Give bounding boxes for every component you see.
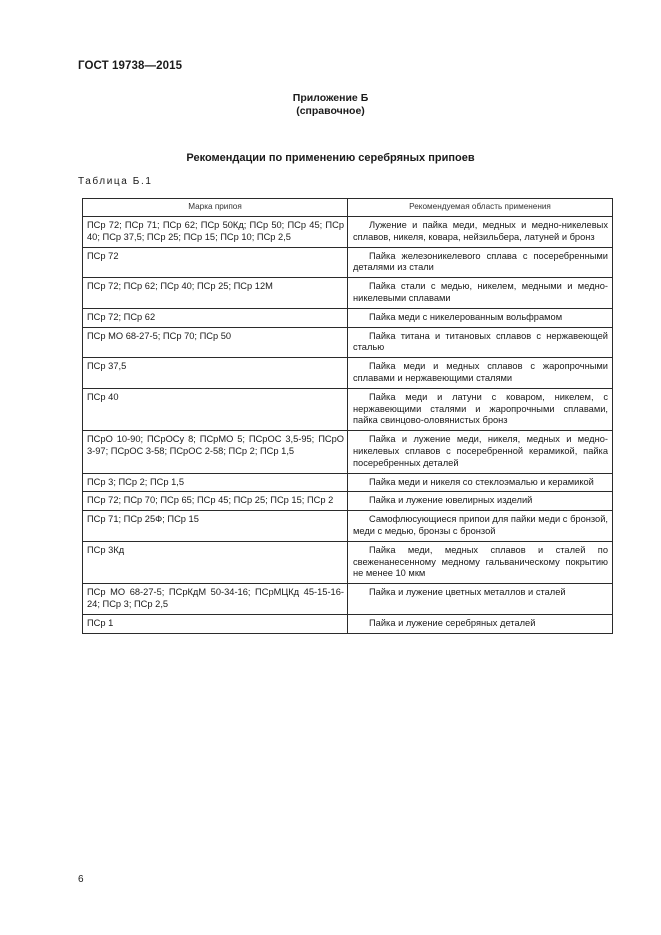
column-header-application: Рекомендуемая область применения <box>348 199 613 217</box>
cell-application: Пайка железоникелевого сплава с посеребренными деталями из стали <box>348 247 613 278</box>
cell-brand: ПСр 1 <box>83 614 348 633</box>
cell-brand: ПСрО 10-90; ПСрОСу 8; ПСрМО 5; ПСрОС 3,5-95; ПСрО 3-97; ПСрОС 3-58; ПСрОС 2-58; ПСр 2; ПСр 1,5 <box>83 431 348 473</box>
cell-application: Пайка титана и титановых сплавов с нержавеющей сталью <box>348 327 613 358</box>
cell-brand: ПСр 37,5 <box>83 358 348 389</box>
page-number: 6 <box>78 874 84 885</box>
table-row <box>83 614 613 633</box>
cell-brand: ПСр 72; ПСр 62 <box>83 308 348 327</box>
cell-application: Лужение и пайка меди, медных и медно-никелевых сплавов, никеля, ковара, нейзильбера, латуней и бронз <box>348 217 613 248</box>
table-row <box>83 327 613 358</box>
table-row <box>83 541 613 583</box>
cell-brand: ПСр 72; ПСр 71; ПСр 62; ПСр 50Кд; ПСр 50; ПСр 45; ПСр 40; ПСр 37,5; ПСр 25; ПСр 15; ПСр 10; ПСр 2,5 <box>83 217 348 248</box>
table-row <box>83 278 613 309</box>
section-title: Рекомендации по применению серебряных припоев <box>186 152 475 164</box>
cell-application: Пайка меди с никелерованным вольфрамом <box>348 308 613 327</box>
cell-application: Пайка стали с медью, никелем, медными и медно-никелевыми сплавами <box>348 278 613 309</box>
cell-brand: ПСр МО 68-27-5; ПСрКдМ 50-34-16; ПСрМЦКд 45-15-16-24; ПСр 3; ПСр 2,5 <box>83 584 348 615</box>
standard-designation: ГОСТ 19738—2015 <box>78 60 183 72</box>
table-row <box>83 492 613 511</box>
table-caption: Таблица Б.1 <box>78 176 153 187</box>
annex-subtitle: (справочное) <box>296 105 365 117</box>
cell-application: Пайка и лужение серебряных деталей <box>348 614 613 633</box>
table-row <box>83 473 613 492</box>
cell-application: Пайка и лужение ювелирных изделий <box>348 492 613 511</box>
table-row <box>83 308 613 327</box>
cell-brand: ПСр 3; ПСр 2; ПСр 1,5 <box>83 473 348 492</box>
cell-brand: ПСр 72; ПСр 70; ПСр 65; ПСр 45; ПСр 25; ПСр 15; ПСр 2 <box>83 492 348 511</box>
cell-application: Пайка меди и медных сплавов с жаропрочными сплавами и нержавеющими сталями <box>348 358 613 389</box>
cell-application: Пайка меди и латуни с коваром, никелем, с нержавеющими сталями и жаропрочными сплавами, пайка свинцово-оловянистых бронз <box>348 388 613 430</box>
cell-application: Пайка меди, медных сплавов и сталей по свеженанесенному медному гальваническому покрытию не менее 10 мкм <box>348 541 613 583</box>
cell-application: Пайка и лужение меди, никеля, медных и медно-никелевых сплавов с посеребренной керамикой, пайка посеребренных деталей <box>348 431 613 473</box>
table-row <box>83 247 613 278</box>
cell-brand: ПСр 72 <box>83 247 348 278</box>
cell-application: Самофлюсующиеся припои для пайки меди с бронзой, меди с медью, бронзы с бронзой <box>348 511 613 542</box>
cell-brand: ПСр МО 68-27-5; ПСр 70; ПСр 50 <box>83 327 348 358</box>
table-row <box>83 511 613 542</box>
cell-brand: ПСр 3Кд <box>83 541 348 583</box>
cell-application: Пайка меди и никеля со стеклоэмалью и керамикой <box>348 473 613 492</box>
table-header-row <box>83 199 613 217</box>
cell-brand: ПСр 72; ПСр 62; ПСр 40; ПСр 25; ПСр 12М <box>83 278 348 309</box>
table-row <box>83 358 613 389</box>
table-row <box>83 388 613 430</box>
table-row <box>83 584 613 615</box>
column-header-brand: Марка припоя <box>83 199 348 217</box>
cell-brand: ПСр 40 <box>83 388 348 430</box>
cell-brand: ПСр 71; ПСр 25Ф; ПСр 15 <box>83 511 348 542</box>
solder-recommendations-table <box>82 198 613 634</box>
cell-application: Пайка и лужение цветных металлов и сталей <box>348 584 613 615</box>
table-row <box>83 431 613 473</box>
annex-heading <box>0 92 661 118</box>
table-row <box>83 217 613 248</box>
annex-title: Приложение Б <box>292 92 369 104</box>
